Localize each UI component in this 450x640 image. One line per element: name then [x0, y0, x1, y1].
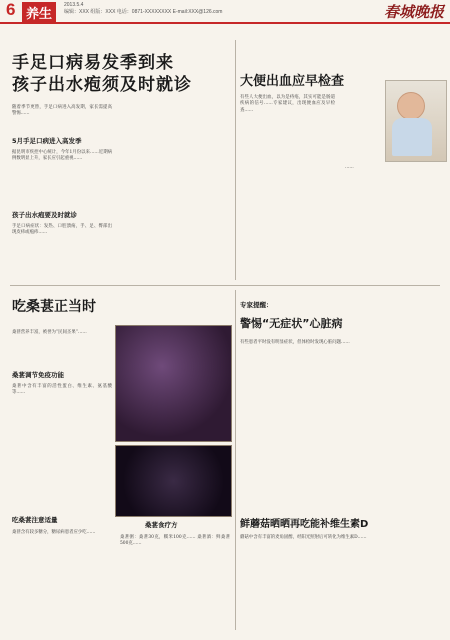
article1-subhead2: 孩子出水疱要及时就诊 — [12, 211, 77, 219]
header-contacts: 编辑：XXX 组版：XXX 电话：0871-XXXXXXXX E-mail:XXX@126.com — [64, 9, 223, 15]
article2-body-col2: …… — [345, 165, 354, 170]
article1-title-line1: 手足口病易发季到来 — [12, 53, 174, 73]
section-label: 养生 — [22, 2, 56, 23]
article2-title: 大便出血应早检查 — [240, 74, 345, 89]
page-header — [0, 0, 450, 24]
article1-subhead1: 5月手足口病进入高发季 — [12, 137, 82, 145]
article2-subtitle: 专家提醒： — [240, 301, 273, 309]
article1-body-c: 手足口病症状：发热、口腔溃疡，手、足、臀部出现皮疹或疱疹…… — [12, 224, 112, 236]
article3-body-b: 桑葚中含有丰富的活性蛋白、维生素、氨基酸等…… — [12, 384, 112, 396]
article1-title-line2: 孩子出水疱须及时就诊 — [12, 75, 192, 95]
article3-subhead2: 吃桑葚注意适量 — [12, 516, 58, 524]
article2-body: 有些人大便出血，以为是痔疮，其实可能是肠道疾病的信号……专家建议，出现便血应及早检查…… — [240, 95, 335, 113]
page-number: 6 — [6, 0, 16, 19]
article1-body-a: 随着季节更替，手足口病进入高发期，家长需提高警惕…… — [12, 105, 112, 117]
divider-vert-1 — [235, 40, 236, 280]
article1-title — [12, 52, 192, 96]
article3-subhead3: 桑葚食疗方 — [145, 521, 178, 529]
article2-title2: 警惕“无症状”心脏病 — [240, 317, 343, 330]
article3-title: 吃桑葚正当时 — [12, 299, 96, 315]
masthead: 春城晚报 — [383, 3, 444, 21]
divider-vert-2 — [235, 290, 236, 630]
article4-title: 鲜蘑菇晒晒再吃能补维生素D — [240, 519, 369, 530]
child-body — [392, 118, 432, 156]
article3-subhead1: 桑葚调节免疫功能 — [12, 371, 64, 379]
child-face — [397, 92, 425, 120]
article3-body-c: 桑葚含有较多糖分，糖尿病患者应少吃…… — [12, 530, 96, 535]
article3-body-d: 桑葚粥：桑葚30克，糯米100克…… 桑葚酒：鲜桑葚500克…… — [120, 535, 230, 547]
article3-body-a: 桑葚营养丰富，被誉为“民间圣果”…… — [12, 330, 87, 335]
article1-body-b: 据昆明市疾控中心统计，今年1月份以来……近期病例数明显上升，家长应引起重视…… — [12, 150, 112, 162]
header-date: 2013.5.4 — [64, 2, 84, 8]
header-meta — [64, 2, 222, 16]
mulberry-photo — [115, 325, 232, 442]
divider-h-1 — [10, 285, 440, 286]
article2-body2: 有些患者平时没有明显症状，但体检时发现心脏问题…… — [240, 340, 350, 345]
mulberry-photo-2 — [115, 445, 232, 517]
article4-body: 蘑菇中含有丰富的麦角固醇，经阳光照射后可转化为维生素D…… — [240, 535, 367, 540]
